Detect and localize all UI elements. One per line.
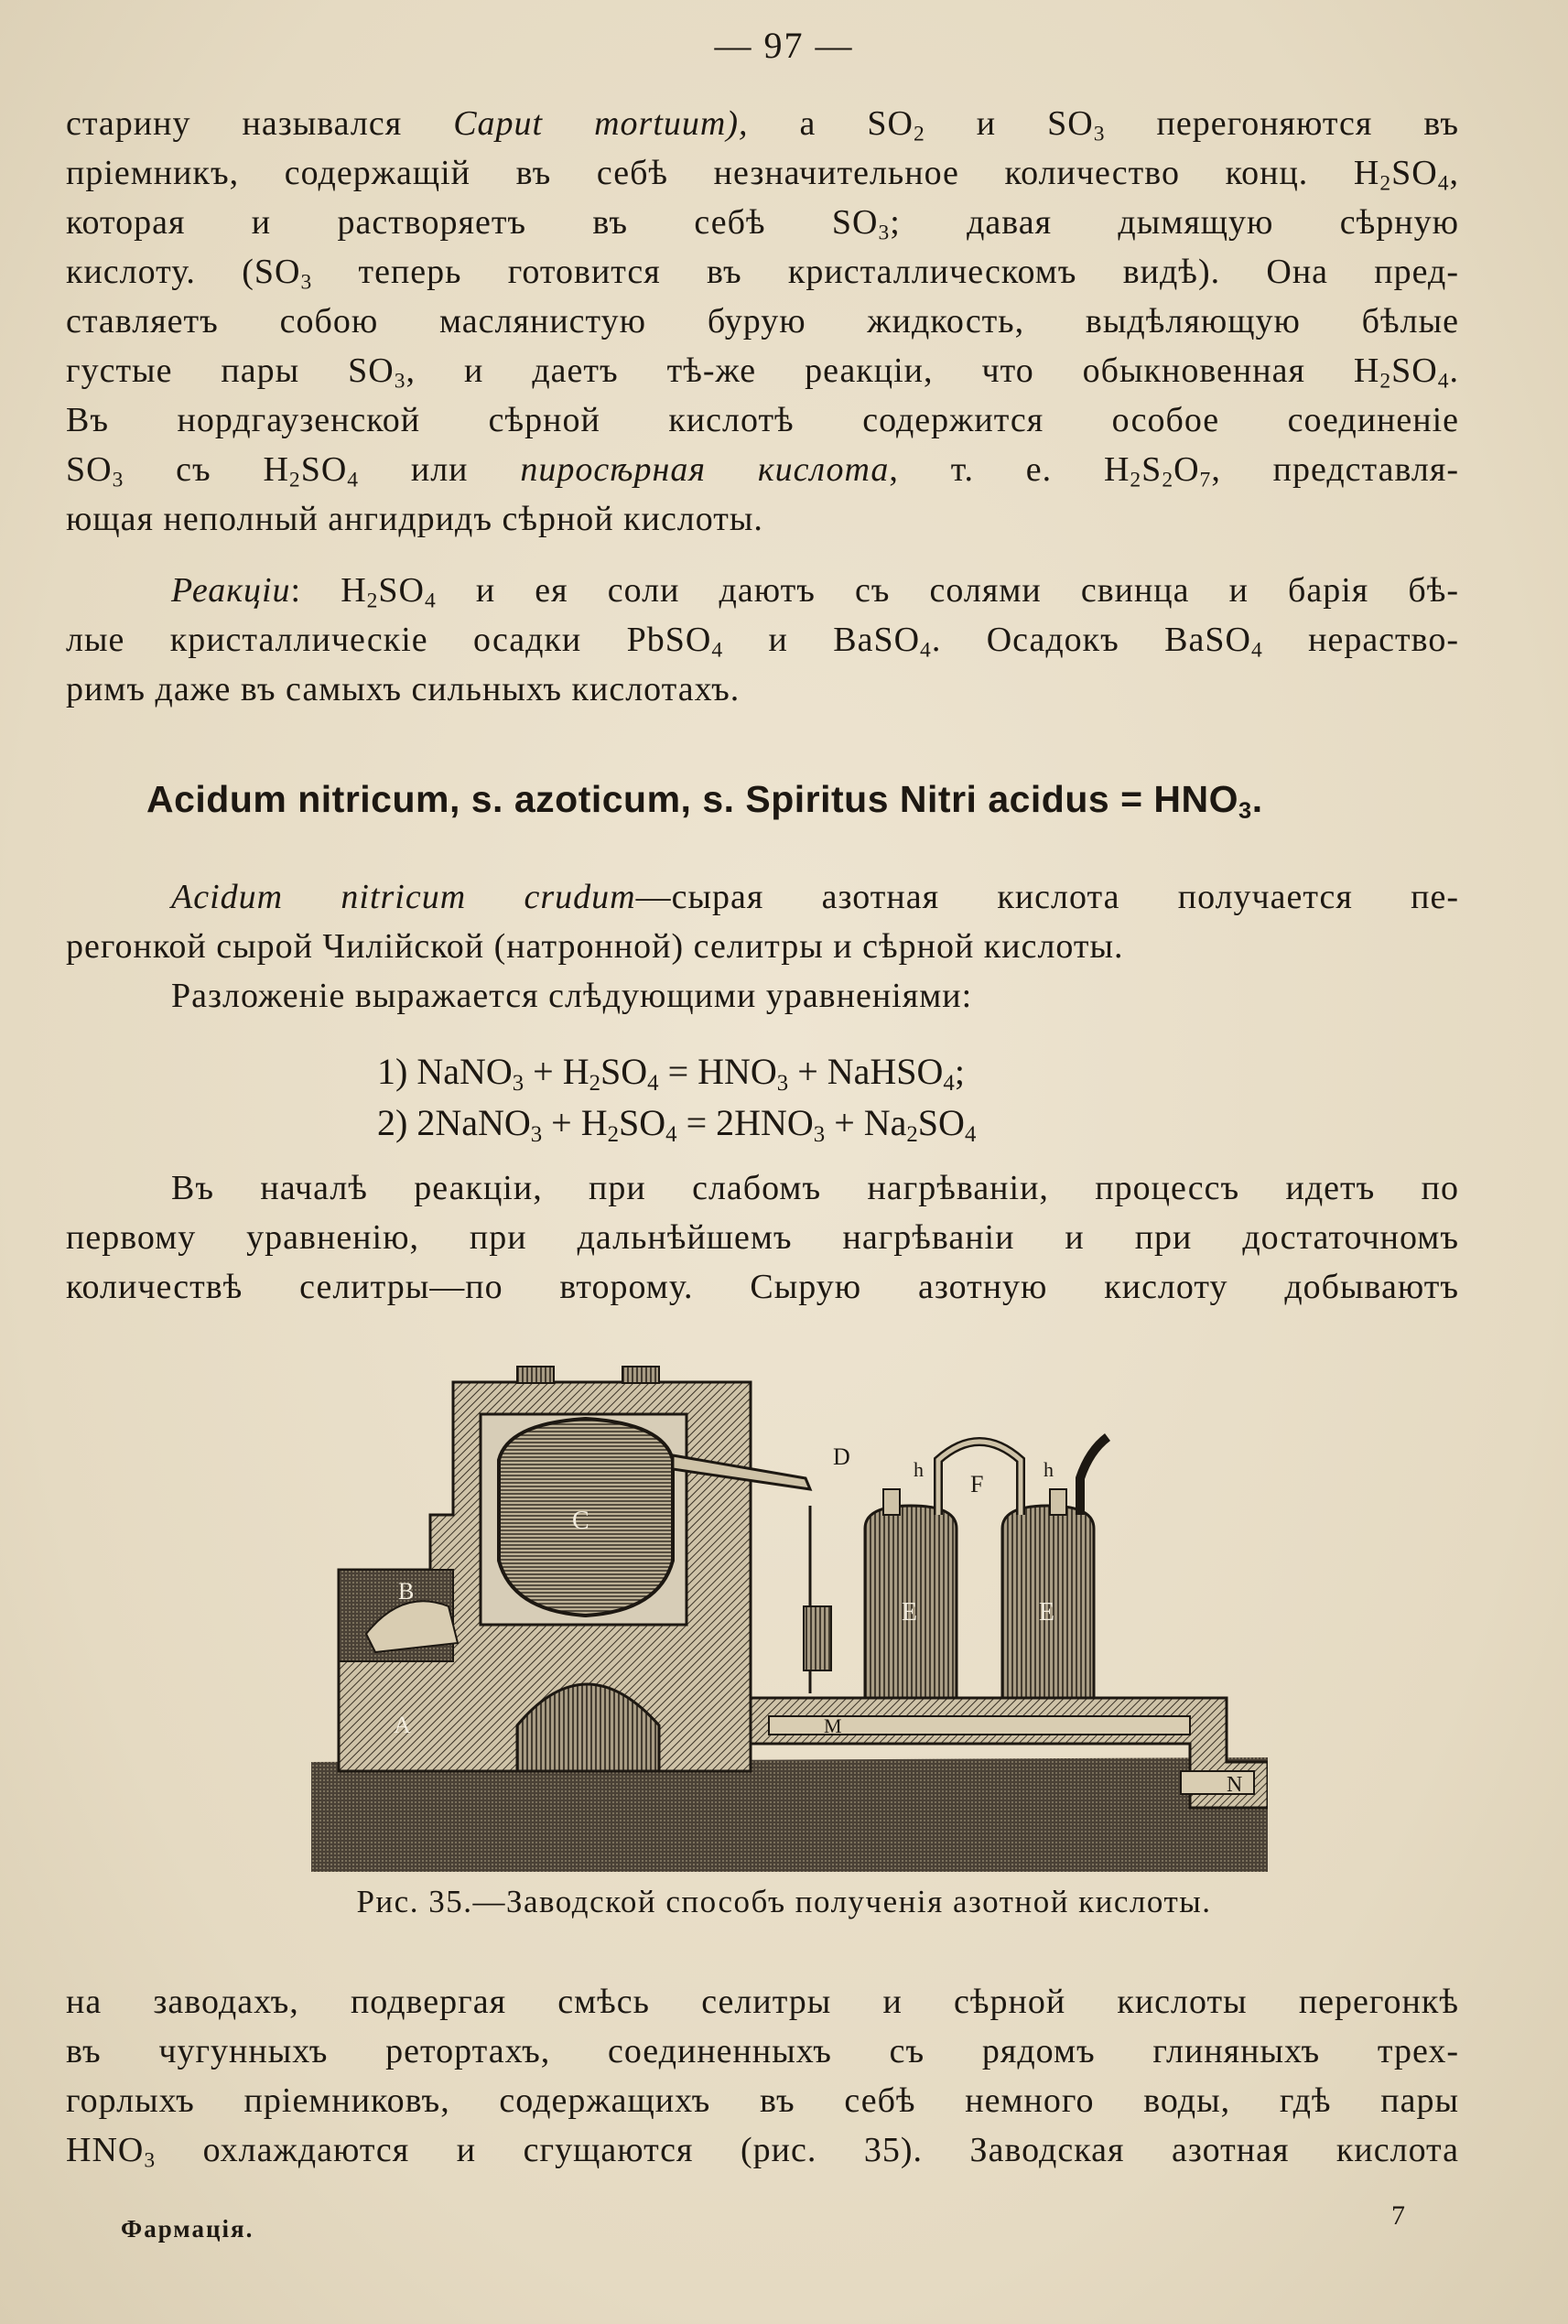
footer-signature-number: 7 [1391, 2200, 1405, 2231]
figure-apparatus [311, 1332, 1268, 1872]
text-line: которая и растворяетъ въ себѣ $SO_3$; давая дымящую сѣрную [66, 203, 1459, 245]
label-M: M [824, 1714, 842, 1737]
figure-caption: Рис. 35.—Заводской способъ полученія азотной кислоты. [356, 1884, 1212, 1919]
label-A: A [394, 1712, 411, 1738]
ground-layer [311, 1757, 1268, 1872]
text-line: кислоту. ($SO_3$ теперь готовится въ кристаллическомъ видѣ). Она пред- [66, 253, 1459, 295]
label-B: B [398, 1578, 415, 1605]
label-C: C [572, 1507, 589, 1535]
page-number: — 97 — [714, 25, 854, 66]
equation-1: 1) NaNO$_3$ + $H_2SO_4 = HNO_3$ + NaHSO$_4$; [377, 1051, 965, 1096]
text-line: первому уравненію, при дальнѣйшемъ нагрѣваніи и при достаточномъ [66, 1218, 1459, 1257]
paragraph-factory-method [66, 1977, 1459, 2175]
label-h1: h [914, 1458, 924, 1481]
text-line: Acidum nitricum crudum—сырая азотная кислота получается пе- [171, 878, 1459, 916]
label-E2: E [1039, 1598, 1055, 1627]
paragraph-sulfuric-continuation [66, 99, 1459, 544]
text-line: лые кристаллическіе осадки PbSO$_4$ и BaSO$_4$. Осадокъ BaSO$_4$ нераство- [66, 621, 1459, 663]
text-line: Въ нордгаузенской сѣрной кислотѣ содержится особое соединеніе [66, 401, 1459, 439]
text-line: густые пары $SO_3$, и даетъ тѣ-же реакціи, что обыкновенная $H_2SO_4$. [66, 351, 1460, 394]
label-h2: h [1044, 1458, 1054, 1481]
label-N: N [1227, 1773, 1243, 1797]
text-line: регонкой сырой Чилійской (натронной) селитры и сѣрной кислоты. [66, 927, 1124, 966]
section-heading: Acidum nitricum, s. azoticum, s. Spiritus Nitri acidus = $HNO_3$. [146, 778, 1263, 825]
paragraph-reaction-course [66, 1163, 1459, 1312]
paragraph-crude-nitric [66, 872, 1459, 1021]
text-line: римъ даже въ самыхъ сильныхъ кислотахъ. [66, 670, 741, 708]
label-F: F [970, 1471, 984, 1497]
text-line: количествѣ селитры—по второму. Сырую азотную кислоту добываютъ [66, 1268, 1459, 1306]
equation-2: 2) 2NaNO$_3$ + $H_2SO_4 = 2HNO_3 + Na_2SO_4$ [377, 1102, 977, 1147]
label-D: D [833, 1443, 850, 1470]
footer-signature: Фармація. [121, 2215, 254, 2243]
text-line: Въ началѣ реакціи, при слабомъ нагрѣваніи, процессъ идетъ по [171, 1169, 1459, 1207]
text-line: на заводахъ, подвергая смѣсь селитры и сѣрной кислоты перегонкѣ [66, 1983, 1459, 2021]
text-line: горлыхъ пріемниковъ, содержащихъ въ себѣ немного воды, гдѣ пары [66, 2081, 1459, 2120]
text-line: ющая неполный ангидридъ сѣрной кислоты. [66, 500, 763, 538]
equations-block [377, 1046, 976, 1149]
text-line: $SO_3$ съ $H_2SO_4$ или пиросѣрная кислота, т. е. $H_2S_2O_7$, представля- [66, 450, 1460, 492]
text-line: Разложеніе выражается слѣдующими уравненіями: [171, 977, 973, 1015]
text-line: въ чугунныхъ ретортахъ, соединенныхъ съ рядомъ глиняныхъ трех- [66, 2032, 1459, 2070]
label-E1: E [902, 1598, 918, 1627]
text-line: старину назывался Caput mortuum), а $SO_2$ и $SO_3$ перегоняются въ [66, 104, 1459, 146]
paragraph-reactions [66, 566, 1459, 714]
text-line: ставляетъ собою маслянистую бурую жидкость, выдѣляющую бѣлые [66, 302, 1459, 340]
text-line: Реакціи: $H_2SO_4$ и ея соли даютъ съ солями свинца и барія бѣ- [171, 571, 1459, 613]
text-line: $HNO_3$ охлаждаются и сгущаются (рис. 35). Заводская азотная кислота [66, 2131, 1459, 2173]
text-line: пріемникъ, содержащій въ себѣ незначительное количество конц. $H_2SO_4$, [66, 154, 1459, 196]
